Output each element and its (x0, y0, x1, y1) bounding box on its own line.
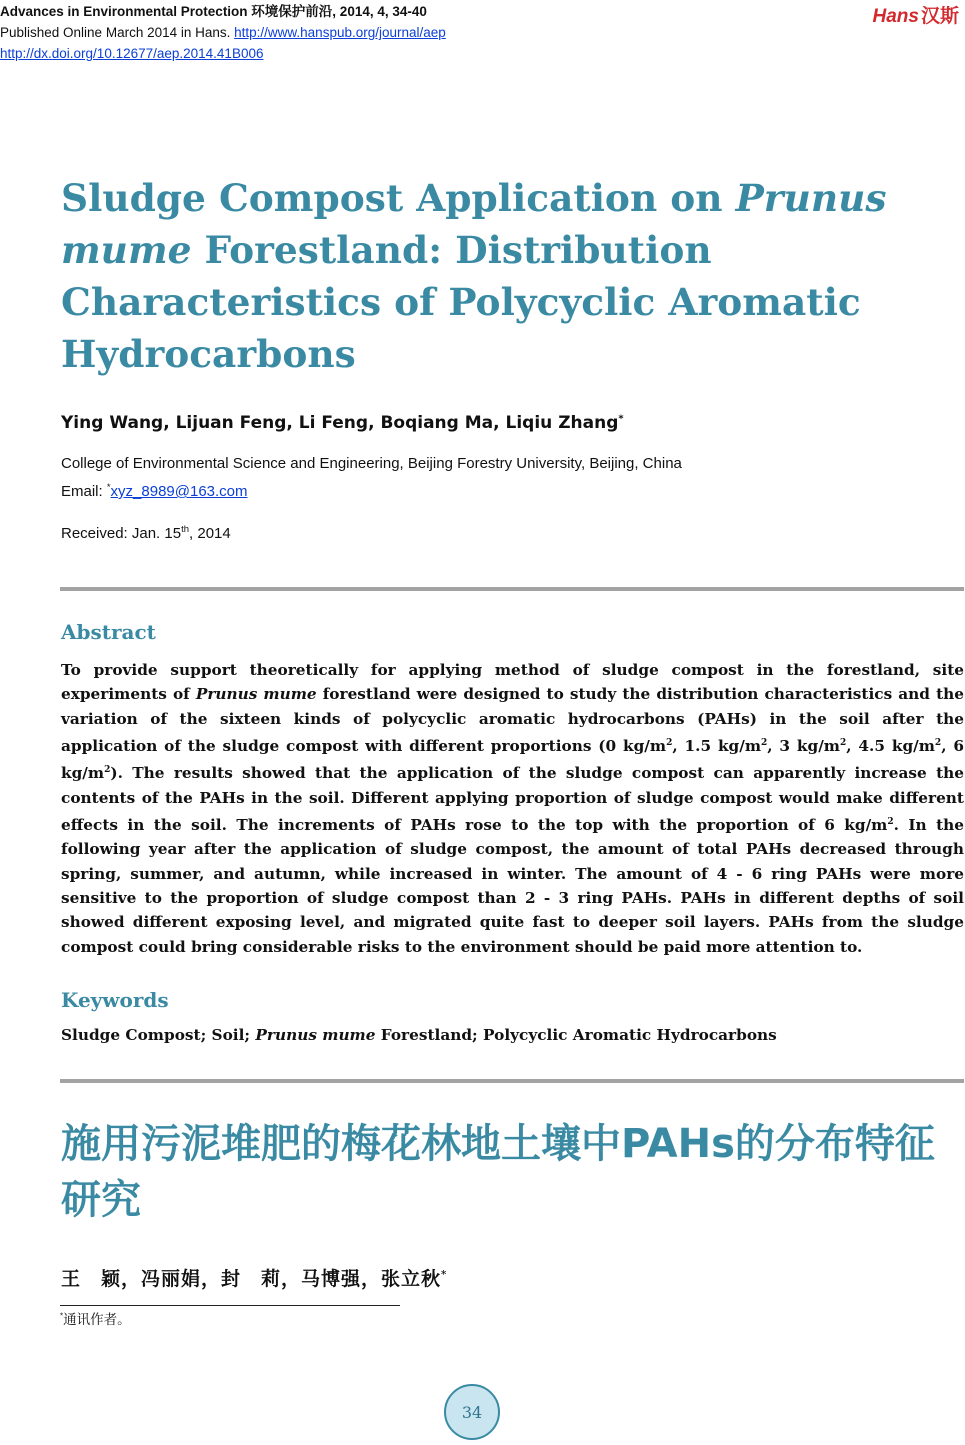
abstract-italic-species: Prunus mume (195, 685, 317, 704)
logo-cn: 汉斯 (920, 6, 959, 27)
author-list (61, 413, 624, 433)
abstract-part: To provide support theoretically for applying method of sludge compost in the forestland, site experiments of (61, 661, 964, 704)
keywords-part: Sludge Compost; Soil; (61, 1026, 256, 1044)
abstract-part: forestland were designed to study the distribution characteristics and the variation of the sixteen kinds of polycyclic aromatic hydrocarbons (PAHs) in the soil after the application of the sludge compost with different proportions (0 kg/m (61, 685, 964, 755)
email-line (61, 476, 682, 504)
chinese-author-list (61, 1264, 447, 1291)
email-link[interactable]: xyz_8989@163.com (110, 483, 248, 500)
published-prefix: Published Online March 2014 in Hans. (0, 25, 235, 40)
keywords-list (61, 1026, 777, 1044)
affiliation-block (61, 452, 682, 504)
page-number-badge: 34 (444, 1384, 500, 1440)
abstract-part: , 1.5 kg/m (672, 736, 762, 755)
email-mark: * (106, 482, 111, 493)
journal-name: Advances in Environmental Protection 环境保护前沿, 2014, 4, 34-40 (0, 4, 427, 19)
chinese-author-names: 王 颖，冯丽娟，封 莉，马博强，张立秋 (61, 1268, 442, 1290)
received-suffix: , 2014 (189, 525, 231, 542)
title-part-1: Sludge Compost Application on (61, 176, 736, 220)
abstract-part: ). The results showed that the application of the sludge compost can apparently increase the contents of the PAHs in the soil. Different applying proportion of sludge compost would make different effects in the soil. The increments of PAHs rose to the top with the proportion of 6 kg/m (61, 764, 964, 835)
abstract-part: , 6 kg/m (61, 736, 964, 783)
email-label: Email: (61, 483, 107, 500)
doi-link[interactable]: http://dx.doi.org/10.12677/aep.2014.41B006 (0, 46, 264, 61)
footnote (60, 1308, 131, 1328)
footnote-mark: * (60, 1311, 64, 1321)
superscript: 2 (761, 737, 768, 748)
footnote-text: 通讯作者。 (63, 1312, 131, 1327)
abstract-part: , 3 kg/m (767, 736, 840, 755)
abstract-part: , 4.5 kg/m (846, 736, 935, 755)
received-sup: th (181, 524, 190, 535)
keywords-italic-species: Prunus mume (255, 1026, 376, 1044)
superscript: 2 (104, 765, 111, 776)
journal-link[interactable]: http://www.hanspub.org/journal/aep (234, 25, 446, 40)
journal-header (0, 1, 446, 64)
author-names: Ying Wang, Lijuan Feng, Li Feng, Boqiang Ma, Liqiu Zhang (61, 413, 619, 433)
title-italic-species: Prunus mume (61, 176, 887, 272)
logo-latin: Hans (872, 6, 919, 27)
section-divider-top (60, 587, 964, 591)
received-date (61, 524, 231, 542)
affiliation: College of Environmental Science and Engineering, Beijing Forestry University, Beijing, China (61, 455, 682, 472)
received-prefix: Received: Jan. 15 (61, 525, 182, 542)
footnote-rule (60, 1305, 400, 1306)
chinese-corresponding-mark: * (441, 1269, 448, 1281)
superscript: 2 (839, 737, 847, 748)
paper-title (61, 172, 921, 380)
chinese-title: 施用污泥堆肥的梅花林地土壤中PAHs的分布特征研究 (61, 1121, 935, 1223)
title-part-2: Forestland: Distribution Characteristics of Polycyclic Aromatic Hydrocarbons (61, 228, 861, 376)
corresponding-mark: * (618, 413, 624, 425)
keywords-heading: Keywords (61, 988, 169, 1012)
abstract-heading: Abstract (61, 620, 156, 644)
hans-logo (873, 1, 959, 28)
superscript: 2 (934, 737, 942, 748)
abstract-part: . In the following year after the application of sludge compost, the amount of total PAHs decreased through spring, summer, and autumn, while increased in winter. The amount of 4 - 6 ring PAHs were more sensitive to the proportion of sludge compost than 2 - 3 ring PAHs. PAHs in different depths of soil showed different exposing level, and migrated quite fast to deeper soil layers. PAHs from the sludge compost could bring considerable risks to the environment should be paid more attention to. (61, 816, 964, 956)
abstract-text (61, 658, 964, 959)
publication-line (0, 22, 446, 43)
superscript: 2 (666, 737, 673, 748)
keywords-part: Forestland; Polycyclic Aromatic Hydrocarbons (375, 1026, 777, 1044)
section-divider-bottom (60, 1079, 964, 1083)
superscript: 2 (887, 816, 894, 827)
